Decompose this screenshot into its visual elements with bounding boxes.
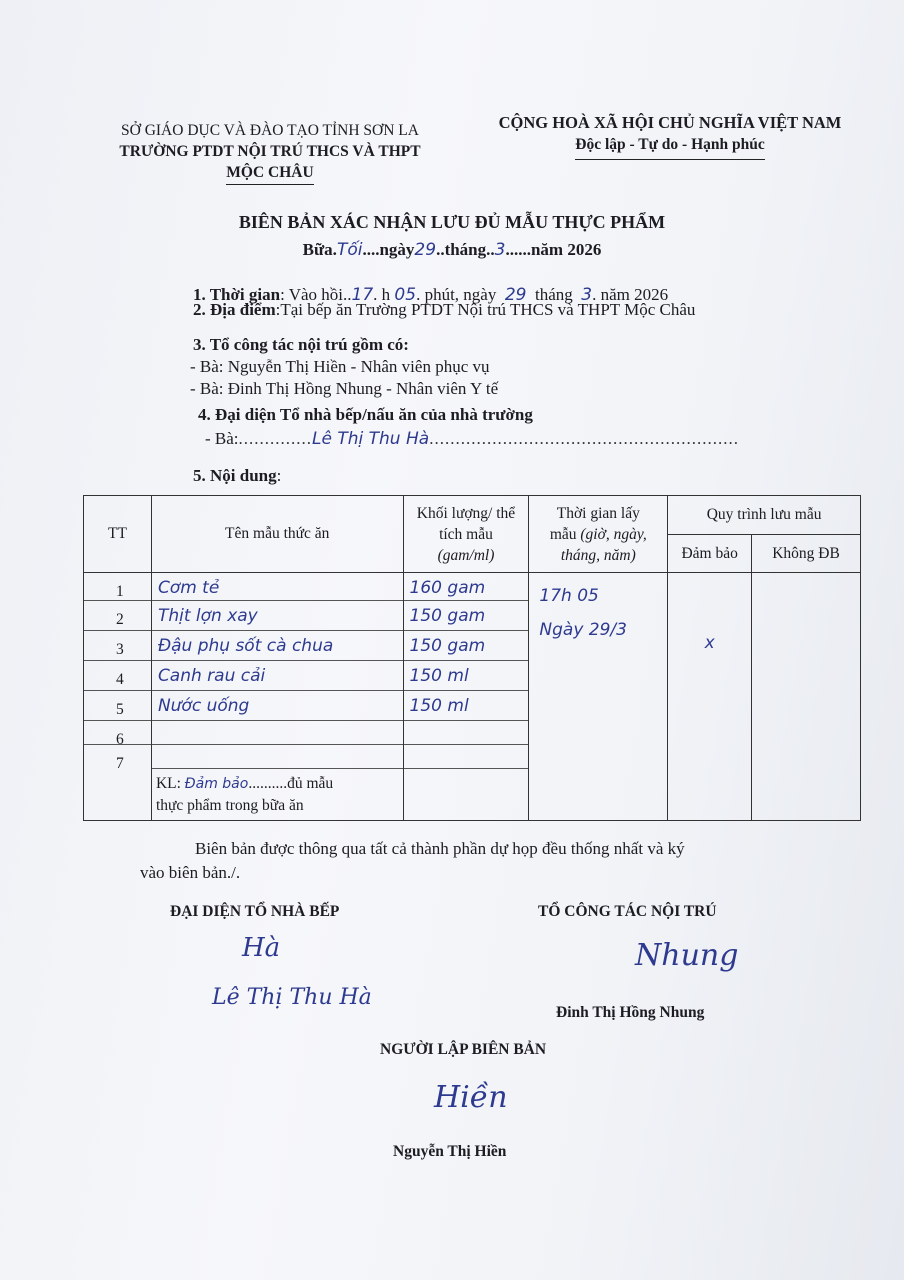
author-name: Nguyễn Thị Hiền xyxy=(393,1143,507,1160)
weight-header-line2: tích mẫu xyxy=(439,525,493,543)
day-handwritten: 29 xyxy=(414,240,437,260)
kitchen-rep-handwritten: Lê Thị Thu Hà xyxy=(312,429,430,449)
weight-value: 150 ml xyxy=(404,661,529,691)
weight-value xyxy=(404,721,529,745)
kl-line2: thực phẩm trong bữa ăn xyxy=(155,797,304,814)
hour-handwritten: 17 xyxy=(351,285,374,305)
weight-value xyxy=(404,745,529,769)
content-label-text: 5. Nội dung xyxy=(193,466,277,485)
kl-prefix: KL: xyxy=(155,775,185,792)
content-label xyxy=(193,465,281,487)
weight-value: 160 gam xyxy=(404,573,529,601)
food-value xyxy=(152,745,403,769)
time-header-line2: mẫu xyxy=(549,525,577,543)
col-ok: Đảm bảo xyxy=(668,535,752,573)
month-handwritten: 3 xyxy=(494,240,506,260)
country-name: CỘNG HOÀ XÃ HỘI CHỦ NGHĨA VIỆT NAM xyxy=(498,113,842,132)
team-label: 3. Tổ công tác nội trú gồm có: xyxy=(193,335,409,354)
weight-value: 150 ml xyxy=(404,691,529,721)
tt-value: 6 xyxy=(84,721,151,745)
weight-value: 150 gam xyxy=(404,601,529,631)
author-sign-title: NGƯỜI LẬP BIÊN BẢN xyxy=(380,1041,547,1058)
kl-suffix: ..........đủ mẫu xyxy=(248,775,334,792)
day-prefix: ....ngày xyxy=(362,240,415,259)
meal-handwritten: Tối xyxy=(336,240,363,260)
tt-value: 2 xyxy=(84,601,151,631)
kitchen-signature: Hà xyxy=(242,933,281,963)
dots: .............. xyxy=(238,429,313,448)
col-process: Quy trình lưu mẫu xyxy=(668,496,861,535)
time-handwritten-1: 17h 05 xyxy=(539,586,599,606)
tt-value: 4 xyxy=(84,661,151,691)
time-header-paren: (giờ, ngày, xyxy=(580,525,647,543)
ok-mark: x xyxy=(704,633,715,653)
date-handwritten: 29 xyxy=(504,285,527,305)
kitchen-sign-title: ĐẠI DIỆN TỔ NHÀ BẾP xyxy=(170,903,340,920)
col-tt: TT xyxy=(84,496,152,573)
col-food-name: Tên mẫu thức ăn xyxy=(151,496,403,573)
kl-handwritten: Đảm bảo xyxy=(184,776,249,792)
tt-cell xyxy=(84,573,152,821)
time-text-c: . phút, ngày xyxy=(416,285,497,304)
school-location: MỘC CHÂU xyxy=(226,162,313,185)
col-weight xyxy=(403,496,529,573)
col-not-ok: Không ĐB xyxy=(752,535,861,573)
dept-name: SỞ GIÁO DỤC VÀ ĐÀO TẠO TỈNH SƠN LA xyxy=(121,122,419,139)
not-ok-cell xyxy=(752,573,861,821)
tt-value: 3 xyxy=(84,631,151,661)
content-colon: : xyxy=(276,466,282,485)
location-line xyxy=(193,299,883,321)
ok-cell xyxy=(668,573,752,821)
location-label: 2. Địa điểm xyxy=(193,300,276,319)
document-title: BIÊN BẢN XÁC NHẬN LƯU ĐỦ MẪU THỰC PHẨM xyxy=(238,212,666,232)
closing-line-2: vào biên bản./. xyxy=(140,863,241,882)
weight-cell xyxy=(403,573,529,821)
motto: Độc lập - Tự do - Hạnh phúc xyxy=(575,134,764,160)
dots: ........................................................... xyxy=(429,429,739,448)
time-label: 1. Thời gian xyxy=(193,285,281,304)
time-cell xyxy=(529,573,668,821)
food-value xyxy=(152,721,403,745)
tt-value: 5 xyxy=(84,691,151,721)
tt-value: 1 xyxy=(84,573,151,601)
time-header-paren2: tháng, năm) xyxy=(560,546,636,564)
team-member: - Bà: Nguyễn Thị Hiền - Nhân viên phục vụ xyxy=(190,357,490,376)
boarding-signature: Nhung xyxy=(635,938,739,973)
header-left xyxy=(70,120,470,185)
minute-handwritten: 05 xyxy=(394,285,417,305)
tt-value: 7 xyxy=(116,755,124,772)
time-header-line1: Thời gian lấy xyxy=(556,504,640,522)
time-handwritten-2: Ngày 29/3 xyxy=(539,620,627,640)
team-member: - Bà: Đinh Thị Hồng Nhung - Nhân viên Y tế xyxy=(190,379,499,398)
school-name: TRƯỜNG PTDT NỘI TRÚ THCS VÀ THPT xyxy=(119,143,421,160)
meal-line xyxy=(0,240,904,260)
kitchen-rep-line xyxy=(205,428,845,450)
team-members xyxy=(190,356,498,400)
weight-header-unit: (gam/ml) xyxy=(437,546,495,564)
time-text-e: . năm 2026 xyxy=(592,285,669,304)
food-value: Thịt lợn xay xyxy=(152,601,403,631)
author-signature: Hiền xyxy=(434,1080,508,1115)
weight-header-line1: Khối lượng/ thể xyxy=(416,504,516,522)
kitchen-rep-prefix: - Bà: xyxy=(205,429,239,448)
time-text-b: . h xyxy=(373,285,391,304)
kitchen-name-handwritten: Lê Thị Thu Hà xyxy=(212,985,372,1010)
col-time xyxy=(529,496,668,573)
meal-prefix: Bữa. xyxy=(302,240,337,259)
month2-handwritten: 3 xyxy=(581,285,593,305)
location-text: :Tại bếp ăn Trường PTDT Nội trú THCS và THPT Mộc Châu xyxy=(275,300,696,319)
month-prefix: ..tháng.. xyxy=(436,240,495,259)
food-value: Canh rau cải xyxy=(152,661,403,691)
sample-table xyxy=(83,495,861,821)
food-value: Cơm tẻ xyxy=(152,573,403,601)
boarding-name: Đinh Thị Hồng Nhung xyxy=(556,1004,705,1021)
conclusion xyxy=(152,773,403,816)
boarding-sign-title: TỔ CÔNG TÁC NỘI TRÚ xyxy=(538,903,717,920)
time-text-a: : Vào hồi.. xyxy=(280,285,352,304)
closing-line-1: Biên bản được thông qua tất cả thành phần dự họp đều thống nhất và ký xyxy=(195,839,685,858)
kitchen-rep-label: 4. Đại diện Tổ nhà bếp/nấu ăn của nhà trường xyxy=(198,405,533,424)
year-text: ......năm 2026 xyxy=(505,240,602,259)
food-value: Đậu phụ sốt cà chua xyxy=(152,631,403,661)
food-value: Nước uống xyxy=(152,691,403,721)
time-text-d: tháng xyxy=(534,285,573,304)
header-right xyxy=(470,112,870,160)
weight-value: 150 gam xyxy=(404,631,529,661)
food-cell xyxy=(151,573,403,821)
section-team xyxy=(193,334,409,356)
